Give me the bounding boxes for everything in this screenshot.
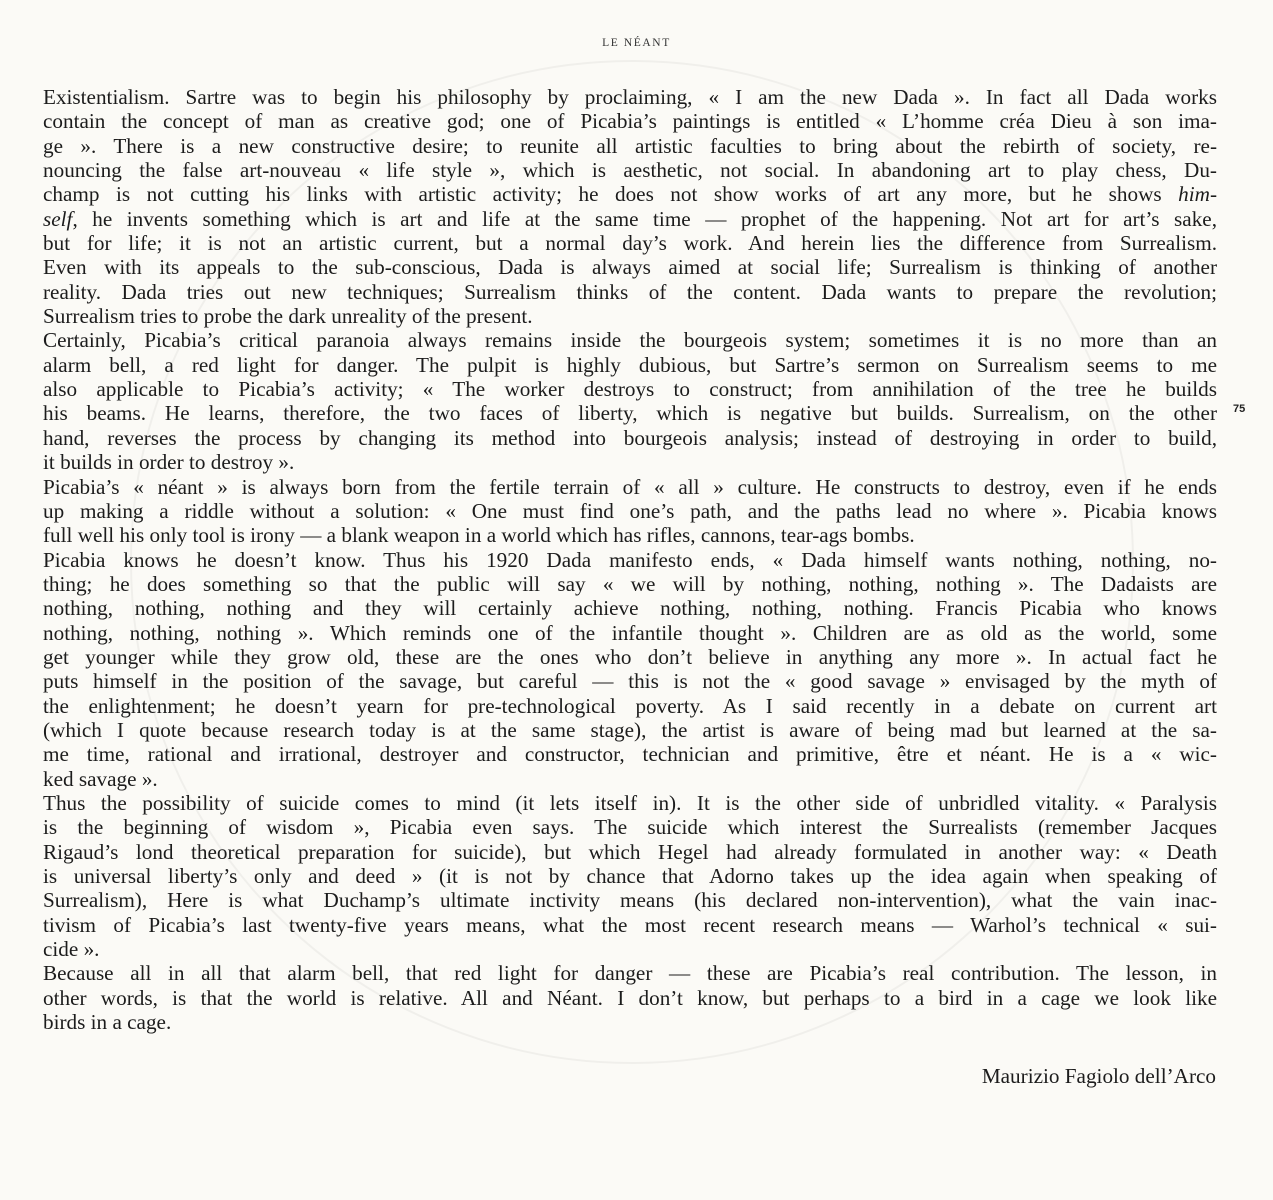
text-line <box>43 475 1217 499</box>
line-text: (which I quote because research today is at the same stage), the artist is aware of being mad but learned at the sa- <box>43 717 1217 742</box>
line-text: is the beginning of wisdom », Picabia even says. The suicide which interest the Surrealists (remember Jacques <box>43 815 1217 840</box>
text-line <box>43 134 1217 158</box>
line-text: Existentialism. Sartre was to begin his philosophy by proclaiming, « I am the new Dada ». In fact all Dada works <box>43 85 1217 109</box>
page-number: 75 <box>1233 403 1246 415</box>
text-line <box>43 280 1217 304</box>
text-line <box>43 450 1217 474</box>
italic-word: self <box>43 206 73 231</box>
line-text: Surrealism), Here is what Duchamp’s ultimate inctivity means (his declared non-intervention), what the vain inac- <box>43 888 1217 913</box>
line-text: thing; he does something so that the public will say « we will by nothing, nothing, nothing ». The Dadaists are <box>43 571 1217 596</box>
line-text: full well his only tool is irony — a blank weapon in a world which has rifles, cannons, tear-ags bombs. <box>43 523 915 548</box>
running-head: LE NÉANT <box>602 37 671 49</box>
text-line <box>43 85 1217 109</box>
text-line <box>43 767 1217 791</box>
text-line <box>43 377 1217 401</box>
line-text: Even with its appeals to the sub-conscious, Dada is always aimed at social life; Surrealism is thinking of another <box>43 255 1217 280</box>
line-text: nothing, nothing, nothing ». Which reminds one of the infantile thought ». Children are as old as the world, some <box>43 620 1217 645</box>
text-line <box>43 694 1217 718</box>
line-text: Thus the possibility of suicide comes to mind (it lets itself in). It is the other side of unbridled vitality. « Paralysis <box>43 790 1217 815</box>
text-line <box>43 207 1217 231</box>
text-line <box>43 523 1217 547</box>
text-line <box>43 815 1217 839</box>
text-line <box>43 888 1217 912</box>
text-line <box>43 913 1217 937</box>
text-line <box>43 669 1217 693</box>
text-line <box>43 182 1217 206</box>
text-line <box>43 401 1217 425</box>
text-line <box>43 937 1217 961</box>
text-line <box>43 718 1217 742</box>
line-text: nothing, nothing, nothing and they will certainly achieve nothing, nothing, nothing. Francis Picabia who knows <box>43 596 1217 621</box>
line-text: tivism of Picabia’s last twenty-five years means, what the most recent research means — Warhol’s technical « sui- <box>43 912 1217 937</box>
text-line <box>43 742 1217 766</box>
line-text: , he invents something which is art and life at the same time — prophet of the happening. Not art for art’s sake, <box>72 206 1217 231</box>
line-text: up making a riddle without a solution: « One must find one’s path, and the paths lead no where ». Picabia knows <box>43 498 1217 523</box>
line-text: also applicable to Picabia’s activity; « The worker destroys to construct; from annihilation of the tree he builds <box>43 377 1217 402</box>
text-line <box>43 255 1217 279</box>
line-text: hand, reverses the process by changing its method into bourgeois analysis; instead of destroying in order to build, <box>43 425 1217 450</box>
text-line <box>43 986 1217 1010</box>
line-text: contain the concept of man as creative god; one of Picabia’s paintings is entitled « L’homme créa Dieu à son ima- <box>43 109 1217 134</box>
line-text: get younger while they grow old, these are the ones who don’t believe in anything any more ». In actual fact he <box>43 644 1217 669</box>
line-text: Picabia knows he doesn’t know. Thus his 1920 Dada manifesto ends, « Dada himself wants nothing, nothing, no- <box>43 547 1217 572</box>
line-text: alarm bell, a red light for danger. The pulpit is highly dubious, but Sartre’s sermon on Surrealism seems to me <box>43 352 1217 377</box>
text-line <box>43 158 1217 182</box>
text-line <box>43 231 1217 255</box>
text-line <box>43 109 1217 133</box>
line-text: Because all in all that alarm bell, that red light for danger — these are Picabia’s real contribution. The lesson, in <box>43 961 1217 986</box>
line-text: is universal liberty’s only and deed » (it is not by chance that Adorno takes up the idea again when speaking of <box>43 864 1217 888</box>
text-line <box>43 426 1217 450</box>
line-text: puts himself in the position of the savage, but careful — this is not the « good savage » envisaged by the myth of <box>43 669 1217 694</box>
text-line <box>43 548 1217 572</box>
text-line <box>43 645 1217 669</box>
text-line <box>43 791 1217 815</box>
line-text: ked savage ». <box>43 766 158 791</box>
line-text: Picabia’s « néant » is always born from the fertile terrain of « all » culture. He constructs to destroy, even if he ends <box>43 474 1217 499</box>
text-line <box>43 1010 1217 1034</box>
author-signature: Maurizio Fagiolo dell’Arco <box>981 1064 1216 1088</box>
text-line <box>43 621 1217 645</box>
text-line <box>43 499 1217 523</box>
line-text: Rigaud’s lond theoretical preparation for suicide), but which Hegel had already formulated in another way: « Death <box>43 839 1217 864</box>
line-text: champ is not cutting his links with artistic activity; he does not show works of art any more, but he shows <box>43 182 1179 207</box>
text-line <box>43 596 1217 620</box>
line-text: Surrealism tries to probe the dark unreality of the present. <box>43 304 533 329</box>
text-line <box>43 304 1217 328</box>
text-line <box>43 840 1217 864</box>
text-line <box>43 961 1217 985</box>
line-text: birds in a cage. <box>43 1010 172 1035</box>
line-text: it builds in order to destroy ». <box>43 450 295 475</box>
text-line <box>43 328 1217 352</box>
line-text: but for life; it is not an artistic current, but a normal day’s work. And herein lies the difference from Surrealism. <box>43 231 1217 256</box>
italic-word: him- <box>1178 182 1217 207</box>
line-text: ge ». There is a new constructive desire; to reunite all artistic faculties to bring about the rebirth of society, re- <box>43 133 1217 158</box>
line-text: other words, is that the world is relative. All and Néant. I don’t know, but perhaps to a bird in a cage we look like <box>43 985 1217 1010</box>
line-text: his beams. He learns, therefore, the two faces of liberty, which is negative but builds. Surrealism, on the other <box>43 401 1217 426</box>
essay-body <box>43 85 1217 1034</box>
text-line <box>43 864 1217 888</box>
line-text: Certainly, Picabia’s critical paranoia always remains inside the bourgeois system; sometimes it is no more than an <box>43 328 1217 353</box>
line-text: cide ». <box>43 937 100 962</box>
line-text: reality. Dada tries out new techniques; Surrealism thinks of the content. Dada wants to prepare the revolution; <box>43 279 1217 304</box>
text-line <box>43 353 1217 377</box>
text-line <box>43 572 1217 596</box>
line-text: me time, rational and irrational, destroyer and constructor, technician and primitive, être et néant. He is a « wic- <box>43 742 1217 767</box>
line-text: nouncing the false art-nouveau « life style », which is aesthetic, not social. In abandoning art to play chess, Du- <box>43 158 1217 183</box>
line-text: the enlightenment; he doesn’t yearn for pre-technological poverty. As I said recently in a debate on current art <box>43 693 1217 718</box>
